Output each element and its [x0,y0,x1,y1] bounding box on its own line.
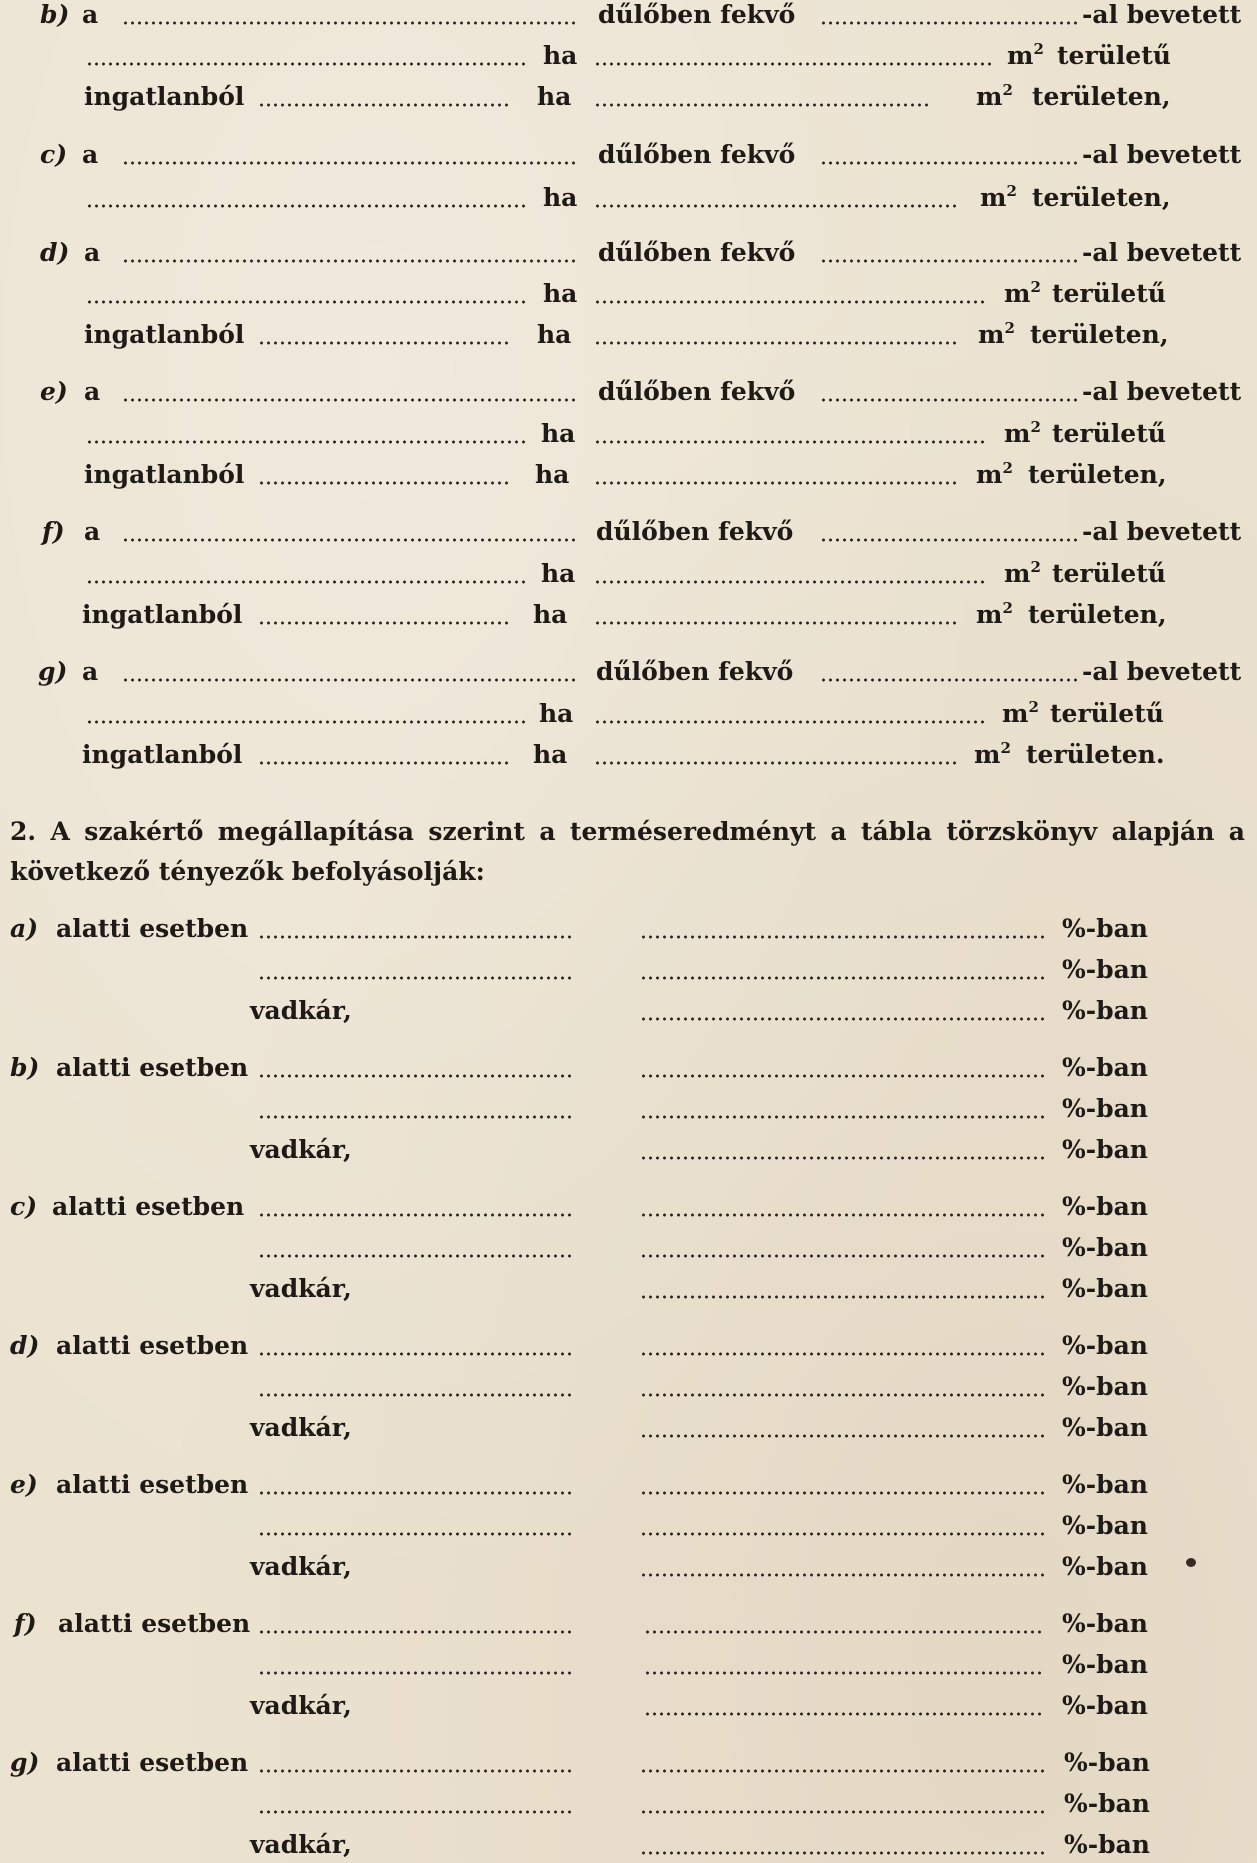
crop-field[interactable] [820,21,1080,25]
row-a: a [82,0,99,29]
dulo-field[interactable] [122,538,577,542]
case-label: alatti esetben [58,1609,251,1638]
row-letter: e) [40,377,68,406]
terulet-label: területen, [1028,600,1167,629]
dulo-label: dűlőben fekvő [596,657,794,686]
row-letter: f) [42,517,65,546]
percent-field[interactable] [640,1393,1045,1397]
vadkar-label: vadkár, [250,1413,352,1442]
percent-field[interactable] [640,1074,1045,1078]
crop-field[interactable] [820,538,1080,542]
vadkar-label: vadkár, [250,1830,352,1859]
dulo-label: dűlőben fekvő [596,517,794,546]
row-a: a [82,140,99,169]
row-letter: c) [40,140,68,169]
dulo-label: dűlőben fekvő [598,140,796,169]
percent-label: %-ban [1062,1233,1148,1262]
percent-label: %-ban [1062,1413,1148,1442]
bevetett-label: -al bevetett [1082,238,1242,267]
vadkar-label: vadkár, [250,1274,352,1303]
m2-label: $m^2$ [1004,558,1041,588]
terulet-label: területű [1052,279,1166,308]
percent-field[interactable] [640,1156,1045,1160]
percent-label: %-ban [1062,1192,1148,1221]
percent-field[interactable] [640,976,1045,980]
factor-field[interactable] [258,935,574,939]
percent-label: %-ban [1062,1691,1148,1720]
row-a: a [84,377,101,406]
terulet-label: területen, [1030,320,1169,349]
section-intro-text: A szakértő megállapítása szerint a terméseredményt a tábla törzskönyv alapján a következő tényezők befolyásolják: [10,817,1245,886]
percent-field[interactable] [644,1671,1045,1675]
percent-label: %-ban [1064,1748,1150,1777]
area-field[interactable] [594,204,959,208]
percent-field[interactable] [640,935,1045,939]
m2-label: $m^2$ [1004,278,1041,308]
dulo-label: dűlőben fekvő [598,377,796,406]
percent-field[interactable] [640,1532,1045,1536]
case-label: alatti esetben [56,914,249,943]
ingatlan-label: ingatlanból [82,600,243,629]
factor-field[interactable] [258,1352,574,1356]
percent-field[interactable] [640,1352,1045,1356]
dulo-field[interactable] [122,161,577,165]
ingatlan-area-field[interactable] [594,103,929,107]
crop-field[interactable] [820,259,1080,263]
case-label: alatti esetben [56,1053,249,1082]
ink-spot [1186,1558,1196,1567]
case-letter: b) [10,1053,40,1082]
terulet-label: területű [1050,699,1164,728]
case-letter: e) [10,1470,38,1499]
terulet-label: területű [1057,41,1171,70]
hectare-field[interactable] [86,580,526,584]
terulet-label: területen, [1028,460,1167,489]
terulet-label: területen, [1032,82,1171,111]
ingatlan-ha-field[interactable] [258,103,510,107]
factor-field[interactable] [258,1213,574,1217]
percent-field[interactable] [640,1254,1045,1258]
bevetett-label: -al bevetett [1082,0,1242,29]
vadkar-label: vadkár, [250,1552,352,1581]
dulo-label: dűlőben fekvő [598,238,796,267]
factor-field[interactable] [258,1491,574,1495]
case-label: alatti esetben [56,1331,249,1360]
row-letter: g) [38,657,68,686]
dulo-field[interactable] [122,259,577,263]
ha-label: ha [543,183,578,212]
ingatlan-area-field[interactable] [594,341,959,345]
row-letter: d) [40,238,70,267]
ingatlan-label: ingatlanból [82,740,243,769]
m2-label: $m^2$ [974,739,1011,769]
percent-label: %-ban [1062,1053,1148,1082]
percent-field[interactable] [640,1573,1045,1577]
vadkar-label: vadkár, [250,996,352,1025]
case-letter: d) [10,1331,40,1360]
crop-field[interactable] [820,398,1080,402]
ha-label: ha [543,41,578,70]
bevetett-label: -al bevetett [1082,517,1242,546]
percent-field[interactable] [640,1213,1045,1217]
factor-field[interactable] [258,1115,574,1119]
crop-field[interactable] [820,161,1080,165]
bevetett-label: -al bevetett [1082,377,1242,406]
percent-field[interactable] [640,1115,1045,1119]
percent-label: %-ban [1062,914,1148,943]
terulet-label: területű [1052,559,1166,588]
percent-label: %-ban [1062,1511,1148,1540]
dulo-label: dűlőben fekvő [598,0,796,29]
percent-field[interactable] [640,1810,1045,1814]
row-a: a [82,657,99,686]
percent-field[interactable] [640,1295,1045,1299]
ha-label: ha [537,320,572,349]
bevetett-label: -al bevetett [1082,140,1242,169]
percent-label: %-ban [1064,1789,1150,1818]
m2-label: $m^2$ [978,319,1015,349]
ha-label: ha [541,419,576,448]
percent-label: %-ban [1062,1274,1148,1303]
factor-field[interactable] [258,1769,574,1773]
area-field[interactable] [594,62,994,66]
m2-label: $m^2$ [976,459,1013,489]
factor-field[interactable] [258,1254,574,1258]
dulo-field[interactable] [122,678,577,682]
area-field[interactable] [594,720,984,724]
percent-field[interactable] [640,1434,1045,1438]
factor-field[interactable] [258,1630,574,1634]
m2-label: $m^2$ [1007,40,1044,70]
percent-label: %-ban [1062,1552,1148,1581]
factor-field[interactable] [258,1810,574,1814]
case-letter: g) [10,1748,40,1777]
ha-label: ha [533,740,568,769]
case-letter: a) [10,914,39,943]
m2-label: $m^2$ [976,599,1013,629]
terulet-label: területen, [1032,183,1171,212]
dulo-field[interactable] [122,21,577,25]
percent-field[interactable] [644,1630,1045,1634]
ingatlan-label: ingatlanból [84,460,245,489]
ha-label: ha [537,82,572,111]
ingatlan-area-field[interactable] [594,481,959,485]
section2-intro [10,812,1245,892]
ingatlan-area-field[interactable] [594,621,959,625]
bevetett-label: -al bevetett [1082,657,1242,686]
factor-field[interactable] [258,976,574,980]
hectare-field[interactable] [86,62,526,66]
hectare-field[interactable] [86,300,526,304]
m2-label: $m^2$ [980,182,1017,212]
ingatlan-label: ingatlanból [84,82,245,111]
ha-label: ha [543,279,578,308]
ha-label: ha [535,460,570,489]
case-label: alatti esetben [56,1470,249,1499]
ingatlan-ha-field[interactable] [258,621,510,625]
ingatlan-ha-field[interactable] [258,341,510,345]
row-letter: b) [40,0,70,29]
area-field[interactable] [594,300,984,304]
hectare-field[interactable] [86,440,526,444]
area-field[interactable] [594,580,984,584]
case-letter: c) [10,1192,38,1221]
percent-label: %-ban [1062,1094,1148,1123]
case-label: alatti esetben [52,1192,245,1221]
vadkar-label: vadkár, [250,1135,352,1164]
factor-field[interactable] [258,1532,574,1536]
percent-label: %-ban [1062,1470,1148,1499]
ingatlan-ha-field[interactable] [258,761,510,765]
percent-label: %-ban [1062,955,1148,984]
terulet-label: területű [1052,419,1166,448]
percent-label: %-ban [1062,996,1148,1025]
ingatlan-area-field[interactable] [594,761,959,765]
factor-field[interactable] [258,1671,574,1675]
m2-label: $m^2$ [1004,418,1041,448]
area-field[interactable] [594,440,984,444]
ingatlan-label: ingatlanból [84,320,245,349]
percent-field[interactable] [640,1851,1045,1855]
ha-label: ha [539,699,574,728]
percent-label: %-ban [1062,1331,1148,1360]
percent-field[interactable] [640,1017,1045,1021]
section-number: 2. [10,817,37,846]
row-a: a [84,517,101,546]
percent-label: %-ban [1062,1135,1148,1164]
row-a: a [84,238,101,267]
ha-label: ha [541,559,576,588]
factor-field[interactable] [258,1393,574,1397]
percent-label: %-ban [1062,1609,1148,1638]
ha-label: ha [533,600,568,629]
percent-label: %-ban [1064,1830,1150,1859]
terulet-label: területen. [1026,740,1165,769]
hectare-field[interactable] [86,720,526,724]
crop-field[interactable] [820,678,1080,682]
case-letter: f) [14,1609,37,1638]
vadkar-label: vadkár, [250,1691,352,1720]
percent-label: %-ban [1062,1372,1148,1401]
case-label: alatti esetben [56,1748,249,1777]
percent-field[interactable] [640,1769,1045,1773]
factor-field[interactable] [258,1074,574,1078]
hectare-field[interactable] [86,204,526,208]
m2-label: $m^2$ [976,81,1013,111]
dulo-field[interactable] [122,398,577,402]
m2-label: $m^2$ [1002,698,1039,728]
percent-label: %-ban [1062,1650,1148,1679]
ingatlan-ha-field[interactable] [258,481,510,485]
percent-field[interactable] [640,1491,1045,1495]
percent-field[interactable] [644,1712,1045,1716]
